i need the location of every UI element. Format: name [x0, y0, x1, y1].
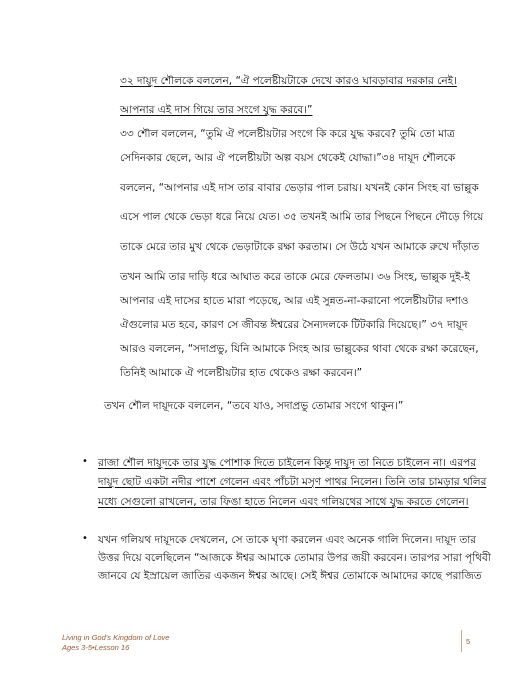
closing-line: তখন শৌল দায়ূদকে বললেন, “তবে যাও, সদাপ্রভু তোমার সংগে থাকুন।” — [104, 400, 404, 412]
text-line: আপনার এই দাস গিয়ে তার সংগে যুদ্ধ করবে।” — [120, 104, 313, 116]
bullet-icon: • — [82, 456, 88, 467]
text-line: তখন আমি তার দাড়ি ধরে আঘাত করে তাকে মেরে ফেলতাম। ৩৬ সিংহ, ভাল্লুক দুই-ই — [120, 271, 470, 283]
bullet-line: মধ্যে সেগুলো রাখলেন, তার ফিঙা হাতে নিলেন এবং গলিয়থের সাথে যুদ্ধ করতে গেলেন। — [98, 496, 469, 508]
bullet-line: যখন গলিয়থ দায়ূদকে দেখলেন, সে তাকে ঘৃণা করলেন এবং অনেক গালি দিলেন। দায়ূদ তার — [98, 534, 477, 546]
footer-lesson-label: Ages 3-5•Lesson 16 — [62, 643, 130, 652]
bullet-icon: • — [82, 533, 88, 544]
bullet-line: রাজা শৌল দায়ূদকে তার যুদ্ধ পোশাক দিতে চাইলেন কিন্তু দায়ূদ তা নিতে চাইলেন না। এরপর — [98, 457, 477, 469]
text-line: আপনার এই দাসের হাতে মারা পড়েছে, আর এই সুন্নত-না-করানো পলেষ্টীয়টার দশাও — [120, 295, 469, 307]
footer-divider — [461, 630, 462, 652]
text-line: আরও বললেন, “সদাপ্রভু, যিনি আমাকে সিংহ আর ভাল্লুকের থাবা থেকে রক্ষা করেছেন, — [120, 343, 479, 355]
text-line: ৩৩ শৌল বললেন, “তুমি ঐ পলেষ্টীয়টার সংগে কি করে যুদ্ধ করবে? তুমি তো মাত্র — [120, 128, 455, 140]
bullet-line: উত্তর দিয়ে বলেছিলেন “আজকে ঈশ্বর আমাকে তোমার উপর জয়ী করবেন। তারপর সারা পৃথিবী — [98, 552, 491, 564]
bullet-line: দায়ূদ ছোট একটা নদীর পাশে গেলেন এবং পাঁচটা মসৃণ পাথর নিলেন। তিনি তার চামড়ার থলির — [98, 476, 487, 488]
bullet-line: জানবে যে ইস্রায়েল জাতির একজন ঈশ্বর আছে। সেই ঈশ্বর তোমাকে আমাদের কাছে পরাজিত — [98, 570, 482, 582]
page-number: 5 — [466, 637, 471, 646]
text-line: সেদিনকার ছেলে, আর ঐ পলেষ্টীয়টা অল্প বয়স থেকেই যোদ্ধা।”৩৪ দায়ূদ শৌলকে — [120, 152, 456, 164]
footer-series-title: Living in God’s Kingdom of Love — [62, 633, 170, 642]
text-line: এসে পাল থেকে ভেড়া ধরে নিয়ে যেত। ৩৫ তখনই আমি তার পিছনে পিছনে দৌড়ে গিয়ে — [120, 211, 484, 223]
text-line: ঐগুলোর মত হবে, কারণ সে জীবন্ত ঈশ্বরের সৈন্যদলকে টিটকারি দিয়েছে।” ৩৭ দায়ূদ — [120, 319, 468, 331]
text-line: ৩২ দায়ূদ শৌলকে বললেন, “ঐ পলেষ্টীয়টাকে দেখে কারও ঘাবড়াবার দরকার নেই। — [120, 75, 457, 87]
text-line: তিনিই আমাকে ঐ পলেষ্টীয়টার হাত থেকেও রক্ষা করবেন।” — [120, 367, 363, 379]
text-line: বললেন, “আপনার এই দাস তার বাবার ভেড়ার পাল চরায়। যখনই কোন সিংহ বা ভাল্লুক — [120, 182, 479, 194]
text-line: তাকে মেরে তার মুখ থেকে ভেড়াটাকে রক্ষা করতাম। সে উঠে যখন আমাকে রুখে দাঁড়াত — [120, 241, 480, 253]
